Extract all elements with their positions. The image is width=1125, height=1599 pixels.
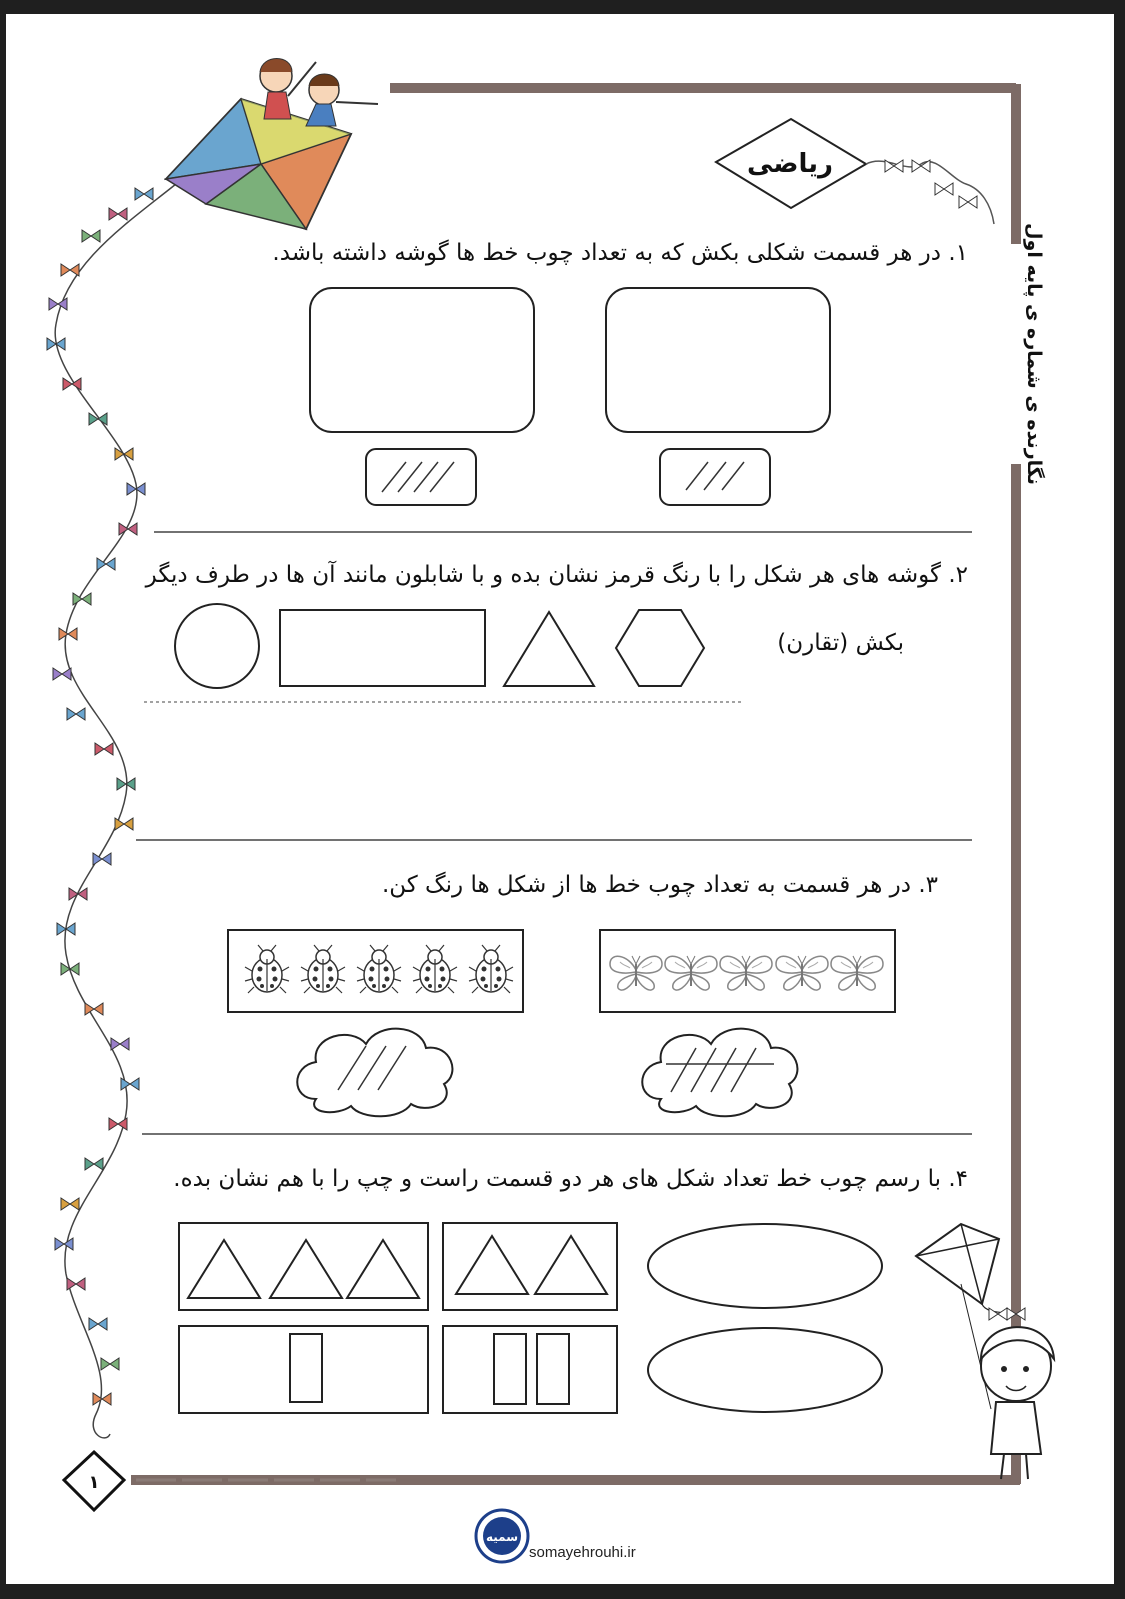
site-logo-text: سمیه: [485, 1530, 519, 1544]
worksheet-page: [6, 14, 1114, 1584]
side-title: نگارنده‌ ی شماره‌ ی پایه‌ اول: [1023, 223, 1045, 485]
page-number: ۱: [88, 1472, 100, 1493]
subject-title-badge: [716, 119, 994, 224]
website-link[interactable]: somayehrouhi.ir: [529, 1544, 636, 1561]
question-1-area: [310, 288, 830, 505]
q2-rectangle-shape[interactable]: [280, 610, 485, 686]
q4-rectangles-box-right: [443, 1326, 617, 1413]
footer: [286, 1492, 806, 1584]
question-4-area: [179, 1223, 882, 1413]
q4-answer-oval-top[interactable]: [648, 1224, 882, 1308]
page-number-badge: [64, 1452, 124, 1510]
q1-tally-box-left: [366, 449, 476, 505]
question-1-text: ۱. در هر قسمت شکلی بکش که به تعداد چوب خط ها گوشه داشته باشد.: [272, 240, 968, 266]
question-4-text: ۴. با رسم چوب خط تعداد شکل های هر دو قسمت راست و چپ را با هم نشان بده.: [173, 1166, 968, 1192]
question-3-area: [228, 930, 895, 1116]
subject-title: ریاضی: [747, 149, 833, 179]
question-2-text-continued: بکش (تقارن): [777, 630, 904, 656]
kite-tail-decoration: [47, 184, 176, 1438]
kite-with-children-illustration: [166, 59, 378, 230]
q3-cloud-left: [297, 1029, 452, 1117]
girl-with-kite-illustration: [916, 1224, 1054, 1479]
q3-cloud-right: [642, 1029, 797, 1117]
question-2-area: [144, 604, 744, 702]
q1-drawing-box-right[interactable]: [606, 288, 830, 432]
q4-answer-oval-bottom[interactable]: [648, 1328, 882, 1412]
question-2-text: ۲. گوشه های هر شکل را با رنگ قرمز نشان بده و با شابلون مانند آن ها در طرف دیگر: [145, 562, 968, 588]
q1-drawing-box-left[interactable]: [310, 288, 534, 432]
question-3-text: ۳. در هر قسمت به تعداد چوب خط ها از شکل ها رنگ کن.: [381, 872, 938, 898]
q2-circle-shape[interactable]: [175, 604, 259, 688]
q2-hexagon-shape[interactable]: [616, 610, 704, 686]
q2-triangle-shape[interactable]: [504, 612, 594, 686]
